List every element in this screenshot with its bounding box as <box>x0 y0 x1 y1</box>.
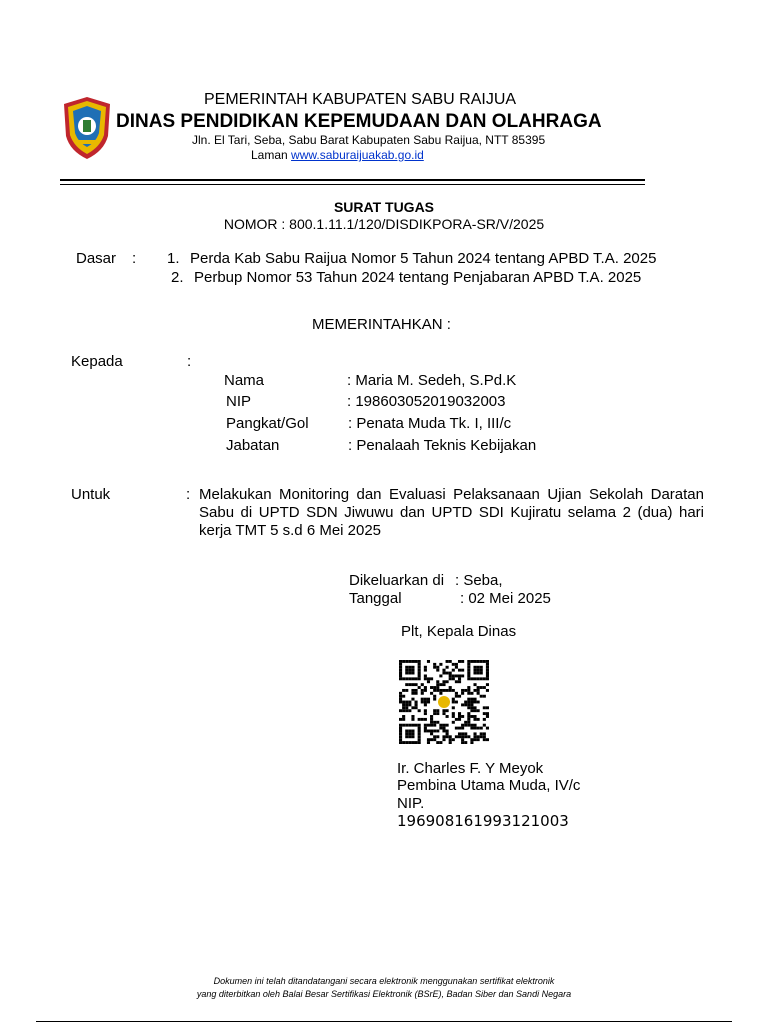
website-link[interactable]: www.saburaijuakab.go.id <box>291 148 424 162</box>
letter-title: SURAT TUGAS <box>333 199 435 215</box>
regency-emblem-icon <box>62 96 112 160</box>
footer-line-2: yang diterbitkan oleh Balai Besar Sertifikasi Elektronik (BSrE), Badan Siber dan Sandi Negara <box>196 989 572 999</box>
header-rule-thin <box>60 184 645 185</box>
field-label-nama: Nama <box>224 372 265 389</box>
untuk-text: Melakukan Monitoring dan Evaluasi Pelaksanaan Ujian Sekolah Daratan Sabu di UPTD SDN Jiwuwu dan UPTD SDI Kujiratu selama 2 (dua) hari kerja TMT 5 s.d 6 Mei 2025 <box>199 486 704 539</box>
field-label-pangkat: Pangkat/Gol <box>226 415 309 432</box>
dasar-item-1-num: 1. <box>167 250 180 267</box>
signer-name: Ir. Charles F. Y Meyok <box>397 760 544 777</box>
dasar-label: Dasar <box>76 250 117 267</box>
kepada-label: Kepada <box>71 353 123 370</box>
signer-nip-label: NIP. <box>397 795 425 812</box>
footer-rule <box>36 1021 732 1022</box>
footer-line-1: Dokumen ini telah ditandatangani secara elektronik menggunakan sertifikat elektronik <box>213 976 555 986</box>
field-value-jabatan: : Penalaah Teknis Kebijakan <box>348 437 537 454</box>
issued-place-value: : Seba, <box>455 572 503 589</box>
issued-date-label: Tanggal <box>349 590 402 607</box>
field-value-nama: : Maria M. Sedeh, S.Pd.K <box>347 372 517 389</box>
field-value-nip: : 198603052019032003 <box>347 393 506 410</box>
field-value-pangkat: : Penata Muda Tk. I, III/c <box>348 415 512 432</box>
header-department: DINAS PENDIDIKAN KEPEMUDAAN DAN OLAHRAGA <box>116 111 602 132</box>
field-label-jabatan: Jabatan <box>226 437 280 454</box>
dasar-item-1-text: Perda Kab Sabu Raijua Nomor 5 Tahun 2024 tentang APBD T.A. 2025 <box>190 250 657 267</box>
signature-position: Plt, Kepala Dinas <box>401 623 517 640</box>
dasar-item-2-num: 2. <box>171 269 184 286</box>
header-rule-thick <box>60 179 645 181</box>
command-heading: MEMERINTAHKAN : <box>312 316 451 333</box>
signer-nip: 196908161993121003 <box>397 812 569 830</box>
issued-place-label: Dikeluarkan di <box>349 572 445 589</box>
dasar-colon: : <box>132 250 137 267</box>
letter-number: NOMOR : 800.1.11.1/120/DISDIKPORA-SR/V/2025 <box>223 216 545 232</box>
website-label: Laman <box>251 148 288 162</box>
field-label-nip: NIP <box>226 393 252 410</box>
dasar-item-2-text: Perbup Nomor 53 Tahun 2024 tentang Penjabaran APBD T.A. 2025 <box>194 269 642 286</box>
untuk-label: Untuk <box>71 486 111 503</box>
kepada-colon: : <box>187 353 192 370</box>
header-website <box>251 148 424 162</box>
header-government: PEMERINTAH KABUPATEN SABU RAIJUA <box>204 91 517 108</box>
qr-code-icon <box>399 660 489 744</box>
issued-date-value: : 02 Mei 2025 <box>460 590 551 607</box>
untuk-colon: : <box>186 486 191 503</box>
header-address: Jln. El Tari, Seba, Sabu Barat Kabupaten Sabu Raijua, NTT 85395 <box>192 133 546 147</box>
signer-rank: Pembina Utama Muda, IV/c <box>397 777 581 794</box>
